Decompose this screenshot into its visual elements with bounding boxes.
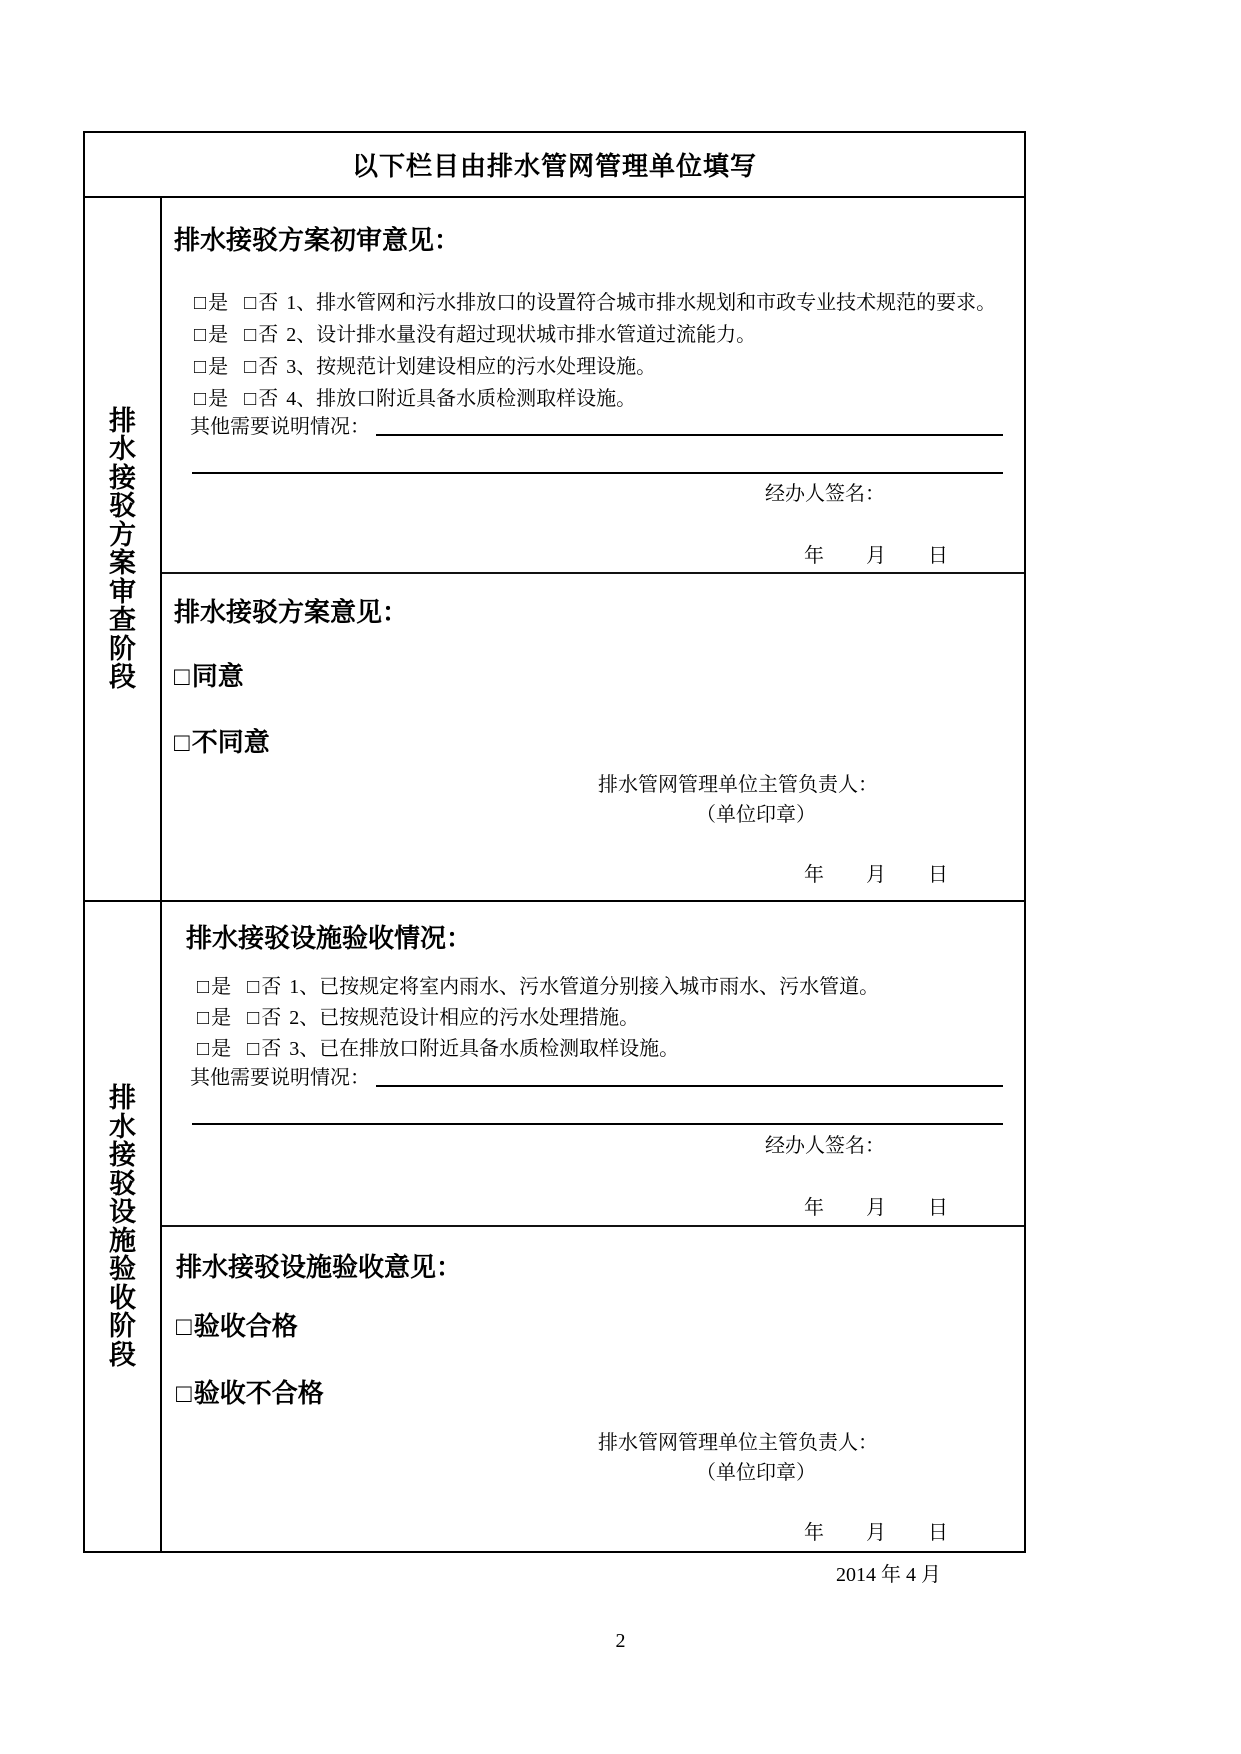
year-label: 年 <box>804 1522 824 1544</box>
no-checkbox[interactable] <box>244 286 278 315</box>
no-label: 否 <box>258 324 279 346</box>
other-notes-blank-line2[interactable] <box>192 1123 1003 1125</box>
yes-checkbox[interactable] <box>194 382 228 411</box>
checklist-row <box>194 382 1014 414</box>
checkbox-icon: □ <box>197 1038 210 1060</box>
stage-acceptance-row <box>85 902 1024 1551</box>
no-label: 否 <box>261 1038 282 1060</box>
other-notes-blank[interactable] <box>376 414 1003 436</box>
approver-label: 排水管网管理单位主管负责人： <box>598 1432 878 1454</box>
checkbox-icon: □ <box>174 661 190 691</box>
checkbox-icon: □ <box>247 1038 260 1060</box>
section-heading: 排水接驳设施验收意见： <box>176 1252 463 1282</box>
no-label: 否 <box>261 1007 282 1029</box>
disagree-option[interactable] <box>174 726 270 758</box>
yes-label: 是 <box>211 976 232 998</box>
unit-seal-label: （单位印章） <box>696 1462 816 1484</box>
no-checkbox[interactable] <box>244 350 278 379</box>
agree-label: 同意 <box>191 661 244 691</box>
no-label: 否 <box>261 976 282 998</box>
checkbox-icon: □ <box>174 727 190 757</box>
checkbox-icon: □ <box>244 388 257 410</box>
stage-plan-review-label: 排水接驳方案审查阶段 <box>109 405 136 692</box>
table-title-row <box>85 133 1024 198</box>
item-text: 1、排水管网和污水排放口的设置符合城市排水规划和市政专业技术规范的要求。 <box>286 292 997 314</box>
month-label: 月 <box>866 864 886 886</box>
other-notes-label: 其他需要说明情况： <box>190 416 370 438</box>
yes-checkbox[interactable] <box>197 970 231 999</box>
checkbox-icon: □ <box>197 1007 210 1029</box>
page-number: 2 <box>615 1630 626 1652</box>
stage-plan-review-row <box>85 198 1024 902</box>
checkbox-icon: □ <box>194 388 207 410</box>
fail-label: 验收不合格 <box>193 1378 324 1408</box>
no-checkbox[interactable] <box>247 970 281 999</box>
other-notes-blank[interactable] <box>376 1065 1003 1087</box>
date-line <box>162 543 948 569</box>
other-notes-line <box>190 1065 1003 1091</box>
item-text: 2、已按规范设计相应的污水处理措施。 <box>289 1007 640 1029</box>
no-label: 否 <box>258 388 279 410</box>
yes-label: 是 <box>211 1007 232 1029</box>
yes-label: 是 <box>208 324 229 346</box>
document-date: 2014 年 4 月 <box>836 1564 941 1586</box>
date-line <box>162 1520 948 1546</box>
no-label: 否 <box>258 292 279 314</box>
yes-checkbox[interactable] <box>194 286 228 315</box>
stage-acceptance-label-cell <box>85 902 162 1551</box>
acceptance-fail-option[interactable] <box>176 1377 324 1409</box>
year-label: 年 <box>804 864 824 886</box>
day-label: 日 <box>928 1522 948 1544</box>
month-label: 月 <box>866 545 886 567</box>
pass-label: 验收合格 <box>193 1311 298 1341</box>
checkbox-icon: □ <box>244 356 257 378</box>
agree-option[interactable] <box>174 660 244 692</box>
yes-label: 是 <box>211 1038 232 1060</box>
checkbox-icon: □ <box>244 292 257 314</box>
handler-signature-label: 经办人签名： <box>765 483 885 505</box>
table-title: 以下栏目由排水管网管理单位填写 <box>351 151 757 181</box>
checkbox-icon: □ <box>247 1007 260 1029</box>
acceptance-pass-option[interactable] <box>176 1310 298 1342</box>
checkbox-icon: □ <box>176 1311 192 1341</box>
day-label: 日 <box>928 545 948 567</box>
checklist-row <box>194 318 1014 350</box>
item-text: 4、排放口附近具备水质检测取样设施。 <box>286 388 637 410</box>
stage-plan-review-content <box>162 198 1024 900</box>
yes-checkbox[interactable] <box>194 350 228 379</box>
section-heading: 排水接驳方案意见： <box>174 597 409 627</box>
month-label: 月 <box>866 1197 886 1219</box>
checklist-row <box>197 1001 1014 1032</box>
year-label: 年 <box>804 1197 824 1219</box>
yes-label: 是 <box>208 292 229 314</box>
checklist <box>197 970 1014 1063</box>
yes-checkbox[interactable] <box>197 1001 231 1030</box>
date-line <box>162 1195 948 1221</box>
approver-label: 排水管网管理单位主管负责人： <box>598 774 878 796</box>
stage-plan-review-label-cell <box>85 198 162 900</box>
other-notes-line <box>190 414 1003 440</box>
no-checkbox[interactable] <box>244 382 278 411</box>
yes-checkbox[interactable] <box>194 318 228 347</box>
checklist-row <box>197 1032 1014 1063</box>
section-plan-opinion <box>162 574 1024 900</box>
section-heading: 排水接驳设施验收情况： <box>186 923 473 953</box>
checklist-row <box>197 970 1014 1001</box>
section-preliminary-review <box>162 198 1024 574</box>
disagree-label: 不同意 <box>191 727 270 757</box>
item-text: 3、已在排放口附近具备水质检测取样设施。 <box>289 1038 680 1060</box>
yes-label: 是 <box>208 356 229 378</box>
unit-seal-label: （单位印章） <box>696 804 816 826</box>
checklist <box>194 286 1014 414</box>
no-checkbox[interactable] <box>247 1032 281 1061</box>
no-label: 否 <box>258 356 279 378</box>
checklist-row <box>194 286 1014 318</box>
year-label: 年 <box>804 545 824 567</box>
item-text: 3、按规范计划建设相应的污水处理设施。 <box>286 356 657 378</box>
no-checkbox[interactable] <box>247 1001 281 1030</box>
month-label: 月 <box>866 1522 886 1544</box>
yes-checkbox[interactable] <box>197 1032 231 1061</box>
stage-acceptance-label: 排水接驳设施验收阶段 <box>109 1083 136 1370</box>
section-heading: 排水接驳方案初审意见： <box>174 225 461 255</box>
checkbox-icon: □ <box>194 356 207 378</box>
day-label: 日 <box>928 1197 948 1219</box>
day-label: 日 <box>928 864 948 886</box>
no-checkbox[interactable] <box>244 318 278 347</box>
checklist-row <box>194 350 1014 382</box>
checkbox-icon: □ <box>194 324 207 346</box>
item-text: 2、设计排水量没有超过现状城市排水管道过流能力。 <box>286 324 757 346</box>
checkbox-icon: □ <box>194 292 207 314</box>
checkbox-icon: □ <box>244 324 257 346</box>
date-line <box>162 862 948 888</box>
other-notes-label: 其他需要说明情况： <box>190 1067 370 1089</box>
handler-signature-label: 经办人签名： <box>765 1135 885 1157</box>
section-acceptance-situation <box>162 902 1024 1227</box>
checkbox-icon: □ <box>176 1378 192 1408</box>
checkbox-icon: □ <box>197 976 210 998</box>
checkbox-icon: □ <box>247 976 260 998</box>
stage-acceptance-content <box>162 902 1024 1551</box>
yes-label: 是 <box>208 388 229 410</box>
other-notes-blank-line2[interactable] <box>192 472 1003 474</box>
approval-form-table <box>83 131 1026 1553</box>
section-acceptance-verdict <box>162 1227 1024 1551</box>
item-text: 1、已按规定将室内雨水、污水管道分别接入城市雨水、污水管道。 <box>289 976 880 998</box>
